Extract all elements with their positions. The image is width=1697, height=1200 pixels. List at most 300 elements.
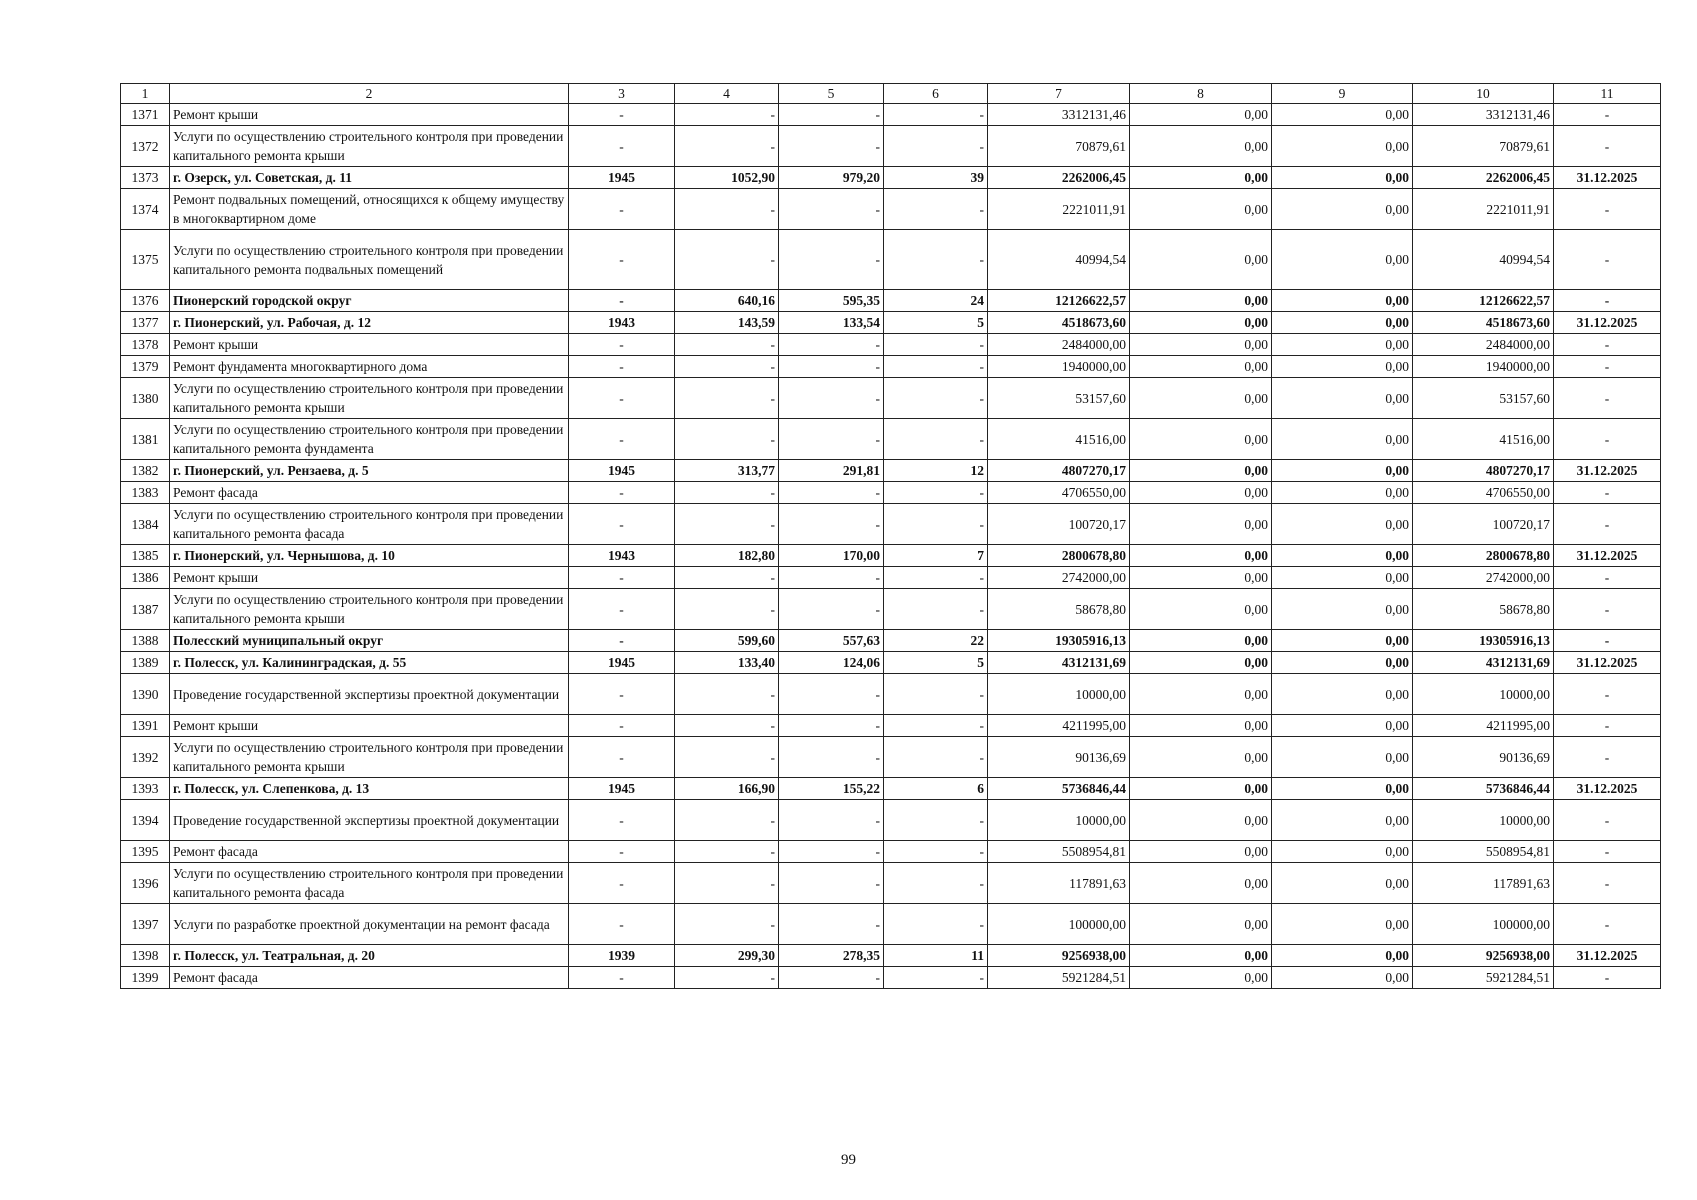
table-row (121, 419, 1661, 460)
cost-col-10-cell: 12126622,57 (1413, 290, 1554, 312)
total-cost-cell: 41516,00 (988, 419, 1130, 460)
total-cost-cell: 90136,69 (988, 737, 1130, 778)
row-number-cell: 1392 (121, 737, 170, 778)
build-year-cell: 1939 (569, 945, 675, 967)
build-year-cell: - (569, 589, 675, 630)
total-area-cell: - (675, 863, 779, 904)
total-area-cell: 299,30 (675, 945, 779, 967)
row-number-cell: 1373 (121, 167, 170, 189)
cost-col-9-cell: 0,00 (1272, 545, 1413, 567)
residents-count-cell: - (884, 378, 988, 419)
item-name-cell: Услуги по осуществлению строительного контроля при проведении капитального ремонта фундамента (170, 419, 569, 460)
row-number-cell: 1393 (121, 778, 170, 800)
row-number-cell: 1372 (121, 126, 170, 167)
total-cost-cell: 70879,61 (988, 126, 1130, 167)
total-area-cell: 599,60 (675, 630, 779, 652)
residents-count-cell: - (884, 737, 988, 778)
build-year-cell: - (569, 630, 675, 652)
cost-col-9-cell: 0,00 (1272, 126, 1413, 167)
table-row (121, 652, 1661, 674)
residential-area-cell: 155,22 (779, 778, 884, 800)
item-name-cell: г. Озерск, ул. Советская, д. 11 (170, 167, 569, 189)
total-area-cell: - (675, 482, 779, 504)
residential-area-cell: - (779, 674, 884, 715)
table-row (121, 104, 1661, 126)
cost-col-9-cell: 0,00 (1272, 800, 1413, 841)
table-row (121, 567, 1661, 589)
table-row (121, 126, 1661, 167)
total-cost-cell: 4807270,17 (988, 460, 1130, 482)
total-cost-cell: 2800678,80 (988, 545, 1130, 567)
residential-area-cell: - (779, 419, 884, 460)
residents-count-cell: - (884, 800, 988, 841)
total-cost-cell: 5508954,81 (988, 841, 1130, 863)
row-number-cell: 1378 (121, 334, 170, 356)
residential-area-cell: 170,00 (779, 545, 884, 567)
column-number-row (121, 84, 1661, 104)
residential-area-cell: 557,63 (779, 630, 884, 652)
table-row (121, 334, 1661, 356)
residents-count-cell: 22 (884, 630, 988, 652)
residential-area-cell: - (779, 715, 884, 737)
total-cost-cell: 3312131,46 (988, 104, 1130, 126)
build-year-cell: - (569, 126, 675, 167)
total-area-cell: 640,16 (675, 290, 779, 312)
cost-col-10-cell: 100000,00 (1413, 904, 1554, 945)
completion-date-cell: - (1554, 589, 1661, 630)
cost-col-8-cell: 0,00 (1130, 104, 1272, 126)
cost-col-9-cell: 0,00 (1272, 482, 1413, 504)
cost-col-8-cell: 0,00 (1130, 504, 1272, 545)
total-area-cell: - (675, 378, 779, 419)
total-cost-cell: 2262006,45 (988, 167, 1130, 189)
item-name-cell: Услуги по осуществлению строительного контроля при проведении капитального ремонта подвальных помещений (170, 230, 569, 290)
total-area-cell: 313,77 (675, 460, 779, 482)
cost-col-10-cell: 53157,60 (1413, 378, 1554, 419)
build-year-cell: - (569, 334, 675, 356)
total-cost-cell: 4211995,00 (988, 715, 1130, 737)
cost-col-8-cell: 0,00 (1130, 674, 1272, 715)
residential-area-cell: 595,35 (779, 290, 884, 312)
cost-col-9-cell: 0,00 (1272, 863, 1413, 904)
table-row (121, 863, 1661, 904)
residential-area-cell: - (779, 589, 884, 630)
cost-col-9-cell: 0,00 (1272, 674, 1413, 715)
item-name-cell: Услуги по разработке проектной документации на ремонт фасада (170, 904, 569, 945)
residents-count-cell: - (884, 482, 988, 504)
residential-area-cell: - (779, 800, 884, 841)
table-row (121, 545, 1661, 567)
cost-col-8-cell: 0,00 (1130, 800, 1272, 841)
residents-count-cell: - (884, 904, 988, 945)
cost-col-9-cell: 0,00 (1272, 189, 1413, 230)
cost-col-8-cell: 0,00 (1130, 945, 1272, 967)
build-year-cell: - (569, 904, 675, 945)
cost-col-10-cell: 5508954,81 (1413, 841, 1554, 863)
total-cost-cell: 58678,80 (988, 589, 1130, 630)
cost-col-9-cell: 0,00 (1272, 334, 1413, 356)
item-name-cell: Ремонт фундамента многоквартирного дома (170, 356, 569, 378)
cost-col-10-cell: 19305916,13 (1413, 630, 1554, 652)
completion-date-cell: - (1554, 504, 1661, 545)
cost-col-10-cell: 2800678,80 (1413, 545, 1554, 567)
total-cost-cell: 2221011,91 (988, 189, 1130, 230)
residential-area-cell: - (779, 356, 884, 378)
total-area-cell: - (675, 334, 779, 356)
build-year-cell: - (569, 230, 675, 290)
total-cost-cell: 1940000,00 (988, 356, 1130, 378)
column-header-9: 9 (1272, 84, 1413, 104)
completion-date-cell: - (1554, 334, 1661, 356)
residential-area-cell: - (779, 567, 884, 589)
total-cost-cell: 40994,54 (988, 230, 1130, 290)
residents-count-cell: 6 (884, 778, 988, 800)
completion-date-cell: 31.12.2025 (1554, 312, 1661, 334)
table-row (121, 356, 1661, 378)
build-year-cell: 1945 (569, 778, 675, 800)
completion-date-cell: 31.12.2025 (1554, 945, 1661, 967)
row-number-cell: 1374 (121, 189, 170, 230)
item-name-cell: г. Полесск, ул. Слепенкова, д. 13 (170, 778, 569, 800)
table-row (121, 167, 1661, 189)
item-name-cell: Ремонт фасада (170, 967, 569, 989)
build-year-cell: - (569, 674, 675, 715)
cost-col-9-cell: 0,00 (1272, 904, 1413, 945)
cost-col-8-cell: 0,00 (1130, 715, 1272, 737)
cost-col-9-cell: 0,00 (1272, 715, 1413, 737)
item-name-cell: Проведение государственной экспертизы проектной документации (170, 800, 569, 841)
item-name-cell: Ремонт подвальных помещений, относящихся к общему имуществу в многоквартирном доме (170, 189, 569, 230)
build-year-cell: - (569, 737, 675, 778)
item-name-cell: Полесский муниципальный округ (170, 630, 569, 652)
cost-col-8-cell: 0,00 (1130, 419, 1272, 460)
total-cost-cell: 12126622,57 (988, 290, 1130, 312)
cost-col-10-cell: 2262006,45 (1413, 167, 1554, 189)
total-area-cell: - (675, 356, 779, 378)
table-row (121, 230, 1661, 290)
row-number-cell: 1380 (121, 378, 170, 419)
build-year-cell: - (569, 800, 675, 841)
row-number-cell: 1376 (121, 290, 170, 312)
build-year-cell: - (569, 419, 675, 460)
cost-col-8-cell: 0,00 (1130, 967, 1272, 989)
column-header-4: 4 (675, 84, 779, 104)
residents-count-cell: - (884, 126, 988, 167)
completion-date-cell: - (1554, 630, 1661, 652)
cost-col-8-cell: 0,00 (1130, 778, 1272, 800)
residential-area-cell: - (779, 967, 884, 989)
residential-area-cell: 133,54 (779, 312, 884, 334)
total-area-cell: - (675, 800, 779, 841)
row-number-cell: 1394 (121, 800, 170, 841)
cost-col-10-cell: 10000,00 (1413, 800, 1554, 841)
cost-col-8-cell: 0,00 (1130, 334, 1272, 356)
item-name-cell: Ремонт фасада (170, 841, 569, 863)
item-name-cell: г. Пионерский, ул. Чернышова, д. 10 (170, 545, 569, 567)
item-name-cell: Ремонт крыши (170, 715, 569, 737)
build-year-cell: 1945 (569, 167, 675, 189)
completion-date-cell: 31.12.2025 (1554, 652, 1661, 674)
cost-col-9-cell: 0,00 (1272, 652, 1413, 674)
table-row (121, 715, 1661, 737)
column-header-7: 7 (988, 84, 1130, 104)
item-name-cell: Услуги по осуществлению строительного контроля при проведении капитального ремонта крыши (170, 126, 569, 167)
item-name-cell: Проведение государственной экспертизы проектной документации (170, 674, 569, 715)
build-year-cell: - (569, 841, 675, 863)
build-year-cell: - (569, 567, 675, 589)
item-name-cell: Услуги по осуществлению строительного контроля при проведении капитального ремонта фасада (170, 504, 569, 545)
residential-area-cell: 124,06 (779, 652, 884, 674)
row-number-cell: 1383 (121, 482, 170, 504)
residential-area-cell: - (779, 737, 884, 778)
total-area-cell: - (675, 419, 779, 460)
item-name-cell: г. Пионерский, ул. Рензаева, д. 5 (170, 460, 569, 482)
cost-col-8-cell: 0,00 (1130, 545, 1272, 567)
total-area-cell: - (675, 737, 779, 778)
total-cost-cell: 4518673,60 (988, 312, 1130, 334)
cost-col-10-cell: 2221011,91 (1413, 189, 1554, 230)
completion-date-cell: - (1554, 126, 1661, 167)
total-cost-cell: 5921284,51 (988, 967, 1130, 989)
item-name-cell: Ремонт крыши (170, 567, 569, 589)
residential-area-cell: - (779, 482, 884, 504)
cost-col-10-cell: 117891,63 (1413, 863, 1554, 904)
cost-col-9-cell: 0,00 (1272, 460, 1413, 482)
total-area-cell: 1052,90 (675, 167, 779, 189)
completion-date-cell: - (1554, 482, 1661, 504)
row-number-cell: 1391 (121, 715, 170, 737)
item-name-cell: Ремонт крыши (170, 334, 569, 356)
table-row (121, 904, 1661, 945)
residential-area-cell: 979,20 (779, 167, 884, 189)
residents-count-cell: - (884, 567, 988, 589)
table-row (121, 967, 1661, 989)
table-row (121, 460, 1661, 482)
build-year-cell: 1945 (569, 460, 675, 482)
row-number-cell: 1399 (121, 967, 170, 989)
total-cost-cell: 117891,63 (988, 863, 1130, 904)
cost-col-9-cell: 0,00 (1272, 230, 1413, 290)
total-cost-cell: 19305916,13 (988, 630, 1130, 652)
total-area-cell: - (675, 567, 779, 589)
row-number-cell: 1397 (121, 904, 170, 945)
table-row (121, 737, 1661, 778)
total-cost-cell: 100000,00 (988, 904, 1130, 945)
item-name-cell: г. Полесск, ул. Калининградская, д. 55 (170, 652, 569, 674)
cost-col-9-cell: 0,00 (1272, 778, 1413, 800)
table-row (121, 482, 1661, 504)
item-name-cell: Пионерский городской округ (170, 290, 569, 312)
column-header-8: 8 (1130, 84, 1272, 104)
column-header-11: 11 (1554, 84, 1661, 104)
cost-col-8-cell: 0,00 (1130, 312, 1272, 334)
residential-area-cell: - (779, 504, 884, 545)
residents-count-cell: - (884, 715, 988, 737)
column-header-5: 5 (779, 84, 884, 104)
total-cost-cell: 10000,00 (988, 674, 1130, 715)
build-year-cell: - (569, 715, 675, 737)
cost-col-9-cell: 0,00 (1272, 630, 1413, 652)
item-name-cell: Ремонт фасада (170, 482, 569, 504)
residents-count-cell: 5 (884, 652, 988, 674)
cost-col-10-cell: 2484000,00 (1413, 334, 1554, 356)
total-area-cell: - (675, 841, 779, 863)
residential-area-cell: - (779, 104, 884, 126)
row-number-cell: 1390 (121, 674, 170, 715)
table-row (121, 945, 1661, 967)
row-number-cell: 1388 (121, 630, 170, 652)
completion-date-cell: - (1554, 863, 1661, 904)
cost-col-9-cell: 0,00 (1272, 290, 1413, 312)
build-year-cell: - (569, 378, 675, 419)
item-name-cell: Услуги по осуществлению строительного контроля при проведении капитального ремонта фасада (170, 863, 569, 904)
residential-area-cell: 278,35 (779, 945, 884, 967)
completion-date-cell: - (1554, 841, 1661, 863)
residents-count-cell: 5 (884, 312, 988, 334)
row-number-cell: 1385 (121, 545, 170, 567)
completion-date-cell: 31.12.2025 (1554, 167, 1661, 189)
cost-col-8-cell: 0,00 (1130, 652, 1272, 674)
total-area-cell: - (675, 904, 779, 945)
build-year-cell: - (569, 482, 675, 504)
column-header-1: 1 (121, 84, 170, 104)
cost-col-8-cell: 0,00 (1130, 904, 1272, 945)
cost-col-10-cell: 4211995,00 (1413, 715, 1554, 737)
cost-col-9-cell: 0,00 (1272, 589, 1413, 630)
cost-col-9-cell: 0,00 (1272, 567, 1413, 589)
cost-col-8-cell: 0,00 (1130, 630, 1272, 652)
completion-date-cell: - (1554, 904, 1661, 945)
cost-col-8-cell: 0,00 (1130, 482, 1272, 504)
table-row (121, 378, 1661, 419)
total-cost-cell: 2484000,00 (988, 334, 1130, 356)
completion-date-cell: 31.12.2025 (1554, 545, 1661, 567)
completion-date-cell: - (1554, 715, 1661, 737)
residents-count-cell: 11 (884, 945, 988, 967)
residents-count-cell: - (884, 230, 988, 290)
cost-col-9-cell: 0,00 (1272, 737, 1413, 778)
completion-date-cell: - (1554, 230, 1661, 290)
total-area-cell: 166,90 (675, 778, 779, 800)
table-row (121, 589, 1661, 630)
cost-col-10-cell: 90136,69 (1413, 737, 1554, 778)
cost-col-10-cell: 58678,80 (1413, 589, 1554, 630)
build-year-cell: 1943 (569, 312, 675, 334)
total-area-cell: - (675, 504, 779, 545)
residents-count-cell: 39 (884, 167, 988, 189)
cost-col-9-cell: 0,00 (1272, 841, 1413, 863)
cost-col-8-cell: 0,00 (1130, 290, 1272, 312)
cost-col-10-cell: 4518673,60 (1413, 312, 1554, 334)
residents-count-cell: - (884, 589, 988, 630)
table-row (121, 778, 1661, 800)
cost-col-9-cell: 0,00 (1272, 945, 1413, 967)
cost-col-10-cell: 40994,54 (1413, 230, 1554, 290)
completion-date-cell: - (1554, 356, 1661, 378)
total-cost-cell: 100720,17 (988, 504, 1130, 545)
cost-col-8-cell: 0,00 (1130, 230, 1272, 290)
residents-count-cell: - (884, 863, 988, 904)
cost-col-8-cell: 0,00 (1130, 378, 1272, 419)
total-cost-cell: 5736846,44 (988, 778, 1130, 800)
residents-count-cell: - (884, 841, 988, 863)
residents-count-cell: - (884, 967, 988, 989)
cost-col-9-cell: 0,00 (1272, 356, 1413, 378)
item-name-cell: Услуги по осуществлению строительного контроля при проведении капитального ремонта крыши (170, 589, 569, 630)
residents-count-cell: 7 (884, 545, 988, 567)
cost-col-8-cell: 0,00 (1130, 589, 1272, 630)
build-year-cell: - (569, 104, 675, 126)
completion-date-cell: - (1554, 967, 1661, 989)
residential-area-cell: - (779, 863, 884, 904)
build-year-cell: - (569, 356, 675, 378)
build-year-cell: 1945 (569, 652, 675, 674)
total-area-cell: - (675, 674, 779, 715)
row-number-cell: 1395 (121, 841, 170, 863)
row-number-cell: 1371 (121, 104, 170, 126)
completion-date-cell: 31.12.2025 (1554, 460, 1661, 482)
total-cost-cell: 53157,60 (988, 378, 1130, 419)
cost-col-10-cell: 4807270,17 (1413, 460, 1554, 482)
cost-col-9-cell: 0,00 (1272, 419, 1413, 460)
cost-col-10-cell: 10000,00 (1413, 674, 1554, 715)
program-table (120, 83, 1661, 989)
table-row (121, 674, 1661, 715)
row-number-cell: 1377 (121, 312, 170, 334)
completion-date-cell: - (1554, 674, 1661, 715)
total-area-cell: - (675, 589, 779, 630)
total-area-cell: - (675, 967, 779, 989)
cost-col-10-cell: 4706550,00 (1413, 482, 1554, 504)
cost-col-8-cell: 0,00 (1130, 567, 1272, 589)
completion-date-cell: - (1554, 419, 1661, 460)
item-name-cell: Услуги по осуществлению строительного контроля при проведении капитального ремонта крыши (170, 737, 569, 778)
total-area-cell: - (675, 126, 779, 167)
cost-col-10-cell: 70879,61 (1413, 126, 1554, 167)
row-number-cell: 1387 (121, 589, 170, 630)
cost-col-10-cell: 100720,17 (1413, 504, 1554, 545)
total-cost-cell: 2742000,00 (988, 567, 1130, 589)
completion-date-cell: - (1554, 189, 1661, 230)
row-number-cell: 1381 (121, 419, 170, 460)
residential-area-cell: - (779, 378, 884, 419)
residents-count-cell: - (884, 504, 988, 545)
residential-area-cell: - (779, 841, 884, 863)
cost-col-10-cell: 9256938,00 (1413, 945, 1554, 967)
total-area-cell: - (675, 715, 779, 737)
item-name-cell: г. Пионерский, ул. Рабочая, д. 12 (170, 312, 569, 334)
cost-col-10-cell: 5736846,44 (1413, 778, 1554, 800)
cost-col-9-cell: 0,00 (1272, 378, 1413, 419)
completion-date-cell: - (1554, 800, 1661, 841)
table-row (121, 189, 1661, 230)
completion-date-cell: 31.12.2025 (1554, 778, 1661, 800)
row-number-cell: 1375 (121, 230, 170, 290)
cost-col-10-cell: 41516,00 (1413, 419, 1554, 460)
residential-area-cell: - (779, 189, 884, 230)
row-number-cell: 1389 (121, 652, 170, 674)
residents-count-cell: - (884, 356, 988, 378)
table-row (121, 312, 1661, 334)
total-area-cell: - (675, 189, 779, 230)
build-year-cell: - (569, 189, 675, 230)
completion-date-cell: - (1554, 378, 1661, 419)
column-header-2: 2 (170, 84, 569, 104)
residents-count-cell: - (884, 334, 988, 356)
cost-col-9-cell: 0,00 (1272, 167, 1413, 189)
total-area-cell: 182,80 (675, 545, 779, 567)
completion-date-cell: - (1554, 567, 1661, 589)
